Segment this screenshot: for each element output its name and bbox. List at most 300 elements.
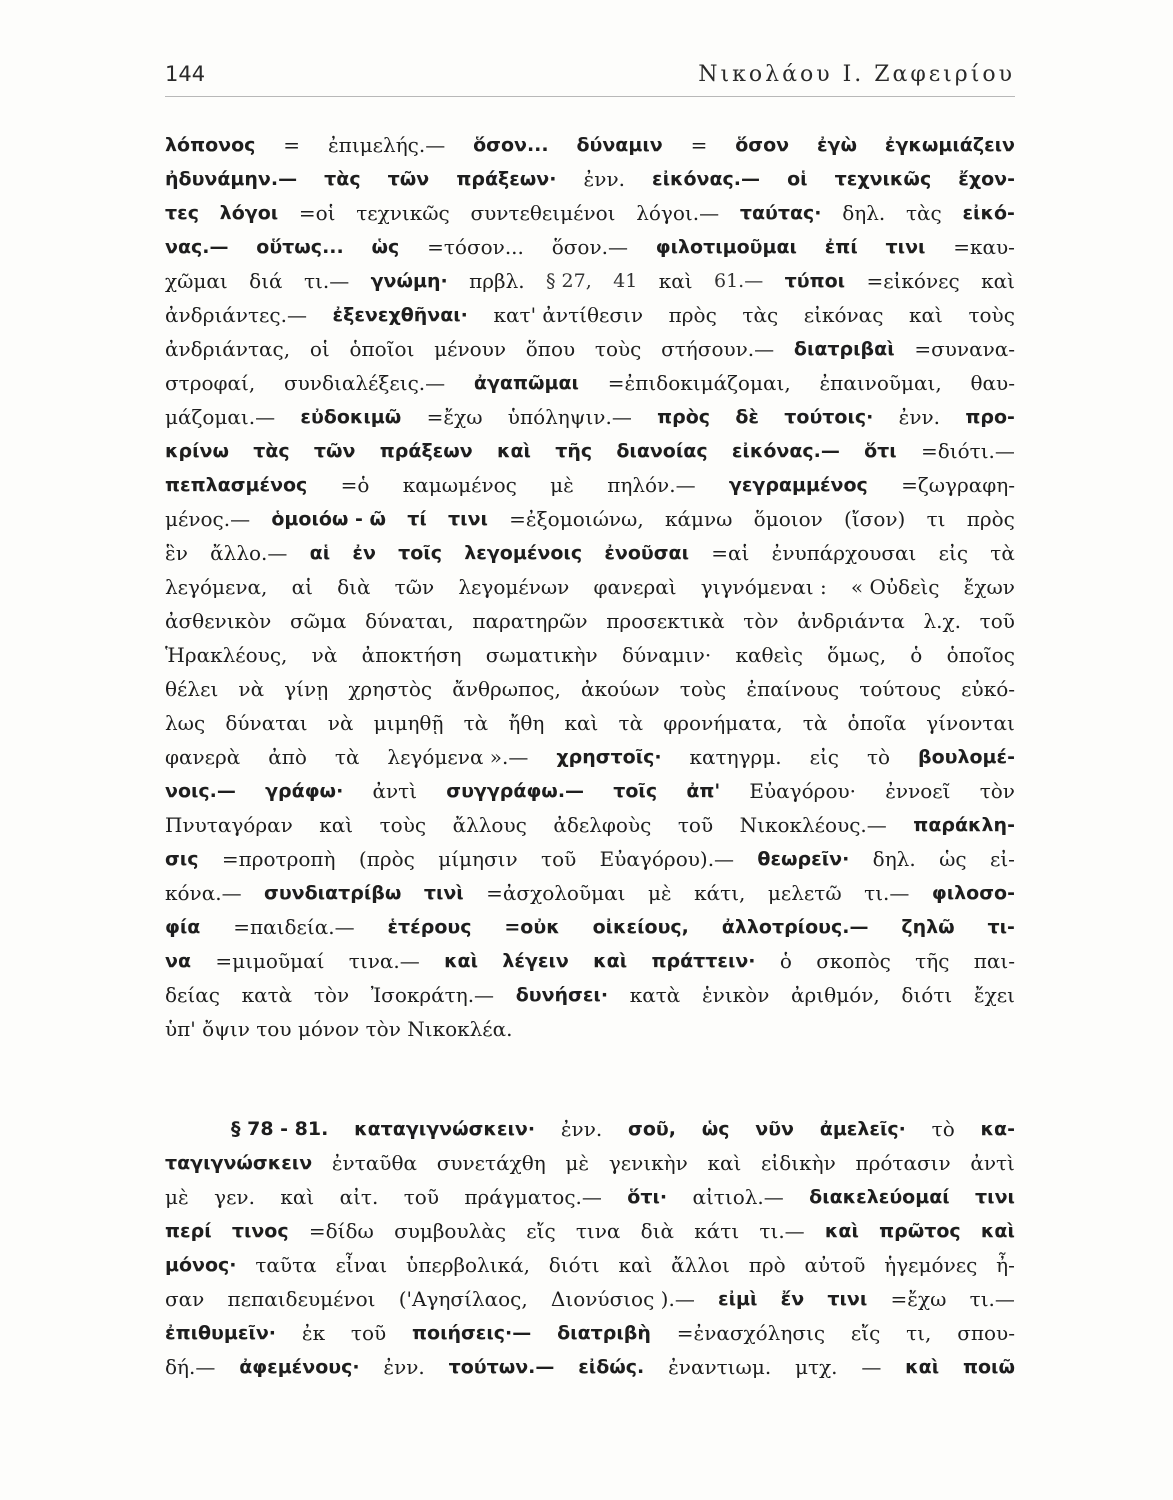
text-word: ὡς — [939, 847, 967, 871]
text-line — [165, 1146, 1015, 1180]
text-word: § 27, — [546, 270, 592, 292]
bold-term: τινι — [827, 1288, 868, 1310]
text-word: Πνυταγόραν — [165, 813, 293, 837]
text-word: ὅσον.— — [551, 235, 628, 259]
text-word: ὁποῖα — [847, 711, 907, 735]
bold-term: οἰκείους, — [592, 916, 689, 938]
bold-term: καὶ — [496, 440, 531, 462]
bold-term: διακελεύομαί — [809, 1186, 950, 1208]
bold-term: τὰς — [324, 168, 361, 190]
text-word: ἄλλοι — [671, 1253, 730, 1277]
text-word: πρβλ. — [469, 269, 525, 293]
bold-term: τούτοις· — [784, 406, 874, 428]
text-word: διότι — [548, 1253, 600, 1277]
text-word: ὑπόληψιν.— — [507, 405, 632, 429]
bold-term: ἐν — [352, 542, 376, 564]
bold-term: ἐπιθυμεῖν· — [165, 1322, 277, 1344]
text-word: ἐπιμελής.— — [327, 133, 446, 157]
text-word: συντεθειμένοι — [470, 201, 616, 225]
text-word: τι, — [906, 1321, 932, 1345]
text-word: τοῦ — [677, 813, 714, 837]
page-number: 144 — [165, 62, 206, 86]
text-word: φανερὰ — [165, 745, 241, 769]
text-line — [165, 638, 1015, 672]
text-word: μὲ — [550, 473, 574, 497]
text-word: εἰκόνας — [803, 303, 884, 327]
bold-term: τῆς — [555, 440, 593, 462]
text-word: καὶ — [981, 269, 1015, 293]
bold-term: ἐξενεχθῆναι· — [332, 304, 468, 326]
text-word: ταῦτα — [255, 1253, 317, 1277]
bold-term: εὐδοκιμῶ — [300, 406, 402, 428]
text-line — [165, 196, 1015, 230]
text-word: =ἐπιδοκιμάζομαι, — [607, 371, 791, 395]
bold-term: εἰκό- — [962, 202, 1015, 224]
text-word: ἐπαίνους — [746, 677, 840, 701]
text-word: δηλ. — [872, 847, 916, 871]
text-word: τι — [926, 507, 946, 531]
text-word: διά — [249, 269, 283, 293]
text-word: συνετάχθη — [436, 1151, 546, 1175]
text-word: ἐνυπάρχουσαι — [771, 541, 917, 565]
bold-term: θεωρεῖν· — [757, 848, 850, 870]
text-line — [165, 298, 1015, 332]
text-line — [165, 162, 1015, 196]
bold-term: εἰκόνας.— — [652, 168, 761, 190]
text-word: συνδιαλέξεις.— — [283, 371, 446, 395]
text-word: ἐνταῦθα — [331, 1151, 417, 1175]
text-word: θαυ- — [970, 371, 1015, 395]
bold-term: φιλοτιμοῦμαι — [655, 236, 797, 258]
bold-term: τινι — [975, 1186, 1015, 1208]
text-word: καθεὶς — [735, 643, 803, 667]
bold-term: ταγιγνώσκειν — [165, 1152, 313, 1174]
text-word: σαν — [165, 1287, 205, 1311]
text-word: τὰ — [618, 711, 644, 735]
text-word: μιμηθῇ — [373, 711, 444, 735]
text-word: ἀσθενικὸν — [165, 609, 272, 633]
text-word: διότι — [901, 983, 953, 1007]
text-word: δή.— — [165, 1355, 216, 1379]
text-word: ὁ — [779, 949, 792, 973]
text-word: λ.χ. — [923, 609, 961, 633]
bold-term: ἐνοῦσαι — [604, 542, 689, 564]
bold-term: οὕτως... — [256, 236, 344, 258]
text-word: κάτι, — [694, 881, 746, 905]
bold-term: πράττειν· — [651, 950, 756, 972]
text-word: καὶ — [707, 1151, 742, 1175]
text-word: =μιμοῦμαί — [215, 949, 325, 973]
bold-term: ὡς — [701, 1118, 730, 1140]
text-word: καὶ — [319, 813, 354, 837]
bold-term: τούτων.— — [448, 1356, 555, 1378]
text-word: ὁποῖος — [946, 643, 1015, 667]
bold-term: τινὶ — [423, 882, 464, 904]
bold-term: ἑτέρους — [387, 916, 472, 938]
text-word: ἀποκτήση — [361, 643, 462, 667]
text-word: πρὸ — [748, 1253, 786, 1277]
text-line — [165, 944, 1015, 978]
paragraph-2 — [165, 1112, 1015, 1384]
text-word: δύναται — [225, 711, 308, 735]
bold-term: ὅσον... — [473, 134, 549, 156]
text-word: μὲ — [565, 1151, 590, 1175]
bold-term: πρῶτος — [879, 1220, 961, 1242]
text-word: τὰ — [990, 541, 1015, 565]
text-word: μτχ. — [795, 1355, 838, 1379]
text-word: τὰ — [463, 711, 489, 735]
bold-term: καὶ — [980, 1220, 1015, 1242]
text-word: λεγόμενα, — [165, 575, 268, 599]
text-word: εἶναι — [335, 1253, 388, 1277]
text-word: =διότι.— — [920, 439, 1015, 463]
text-word: τι.— — [969, 1287, 1015, 1311]
text-line — [165, 1112, 1015, 1146]
text-word: ἐνν. — [583, 167, 625, 191]
bold-term: πράξεων· — [456, 168, 557, 190]
text-word: λόγοι.— — [636, 201, 720, 225]
text-line — [165, 604, 1015, 638]
text-word: ἀκούων — [580, 677, 660, 701]
text-word: (ἴσον) — [844, 507, 906, 531]
bold-term: τινι — [448, 508, 488, 530]
text-word: =ὁ — [340, 473, 370, 497]
page-header — [165, 62, 1015, 97]
bold-term: λόγοι — [219, 202, 279, 224]
bold-term: ποιῶ — [962, 1356, 1015, 1378]
text-word: χρηστὸς — [348, 677, 433, 701]
text-word: νὰ — [238, 677, 265, 701]
text-word: ἑνικὸν — [701, 983, 770, 1007]
text-word: τοῦ — [979, 609, 1015, 633]
text-word: ἀνδριάντας, — [165, 337, 291, 361]
text-line — [165, 1350, 1015, 1384]
text-word: τοῦ — [350, 1321, 387, 1345]
text-word: « Οὐδεὶς — [850, 575, 940, 599]
text-line — [165, 264, 1015, 298]
text-word: τῶν — [394, 575, 435, 599]
text-word: τινα.— — [348, 949, 420, 973]
text-word: τοῦ — [403, 1185, 439, 1209]
text-word: στροφαί, — [165, 371, 256, 395]
text-word: =δίδω — [308, 1219, 374, 1243]
bold-term: τεχνικῶς — [834, 168, 932, 190]
bold-term: ἠδυνάμην.— — [165, 168, 298, 190]
text-word: — — [861, 1355, 882, 1379]
text-word: πρὸς — [966, 507, 1015, 531]
text-word: τῆς — [915, 949, 950, 973]
bold-term: σοῦ, — [628, 1118, 676, 1140]
text-word: ἐκ — [301, 1321, 326, 1345]
bold-term: =οὐκ — [504, 916, 560, 938]
text-word: στήσουν.— — [661, 337, 775, 361]
bold-term: τι- — [987, 916, 1015, 938]
text-line — [165, 740, 1015, 774]
text-line — [165, 672, 1015, 706]
bold-term: ἀμελεῖς· — [819, 1118, 906, 1140]
text-word: τεχνικῶς — [356, 201, 450, 225]
text-word: Εὐαγόρου· — [749, 779, 856, 803]
text-word: ἀντὶ — [372, 779, 418, 803]
text-word: καὶ — [908, 303, 943, 327]
text-line — [165, 366, 1015, 400]
text-word: αὐτοῦ — [804, 1253, 866, 1277]
text-word: εἰδικὴν — [761, 1151, 836, 1175]
text-line — [165, 1012, 1015, 1046]
bold-term: νας.— — [165, 236, 229, 258]
bold-term: ὡς — [371, 236, 400, 258]
text-word: μένος.— — [165, 507, 251, 531]
text-word: αἰτιολ.— — [692, 1185, 784, 1209]
bold-term: πρὸς — [657, 406, 711, 428]
text-word: καὶ — [618, 1253, 653, 1277]
bold-term: αἱ — [309, 542, 331, 564]
text-word: κατὰ — [629, 983, 681, 1007]
text-word: πράγματος.— — [464, 1185, 602, 1209]
text-word: ὅπου — [525, 337, 576, 361]
bold-term: σις — [165, 848, 199, 870]
text-word: γιγνόμεναι : — [700, 575, 827, 599]
bold-term: ἀλλοτρίους.— — [721, 916, 869, 938]
text-line — [165, 910, 1015, 944]
bold-term: ζηλῶ — [901, 916, 955, 938]
text-word: 41 — [613, 270, 638, 292]
text-word: γίνονται — [926, 711, 1015, 735]
bold-term: τί — [407, 508, 427, 530]
text-word: μένουν — [434, 337, 507, 361]
text-word: κατηγρμ. — [689, 745, 782, 769]
bold-term: καὶ — [905, 1356, 940, 1378]
text-word: 61.— — [714, 270, 764, 292]
text-word: ἐπαινοῦμαι, — [819, 371, 942, 395]
bold-term: να — [165, 950, 191, 972]
text-word: ἄνθρωπος, — [452, 677, 561, 701]
bold-term: τινος — [231, 1220, 289, 1242]
text-word: τὰ — [334, 745, 360, 769]
bold-term: ἀγαπῶμαι — [473, 372, 579, 394]
text-word: γεν. — [214, 1185, 255, 1209]
text-word: λως — [165, 711, 206, 735]
bold-term: νοις.— — [165, 780, 236, 802]
bold-term: ἔχον- — [958, 168, 1015, 190]
bold-term: τύποι — [784, 270, 846, 292]
text-word: φανεραὶ — [593, 575, 677, 599]
text-word: αἰτ. — [339, 1185, 379, 1209]
text-line — [165, 774, 1015, 808]
text-word: μάζομαι.— — [165, 405, 276, 429]
bold-term: δὲ — [735, 406, 759, 428]
text-word: διὰ — [640, 1219, 675, 1243]
bold-term: ἀφεμένους· — [239, 1356, 360, 1378]
text-word: θέλει — [165, 677, 219, 701]
bold-term: πεπλασμένος — [165, 474, 308, 496]
text-line — [165, 230, 1015, 264]
text-word: ὑπερβολικά, — [406, 1253, 530, 1277]
text-word: λεγομένων — [458, 575, 570, 599]
bold-term: εἰκόνας.— — [731, 440, 840, 462]
text-word: =ἐνασχόλησις — [676, 1321, 826, 1345]
text-line — [165, 128, 1015, 162]
bold-term: μόνος· — [165, 1254, 237, 1276]
text-word: = — [690, 133, 708, 157]
text-word: εἰ- — [989, 847, 1015, 871]
text-word: φρονήματα, — [663, 711, 783, 735]
bold-term: ἐγὼ — [816, 134, 857, 156]
text-word: πεπαιδευμένοι — [227, 1287, 376, 1311]
bold-term: τινι — [885, 236, 926, 258]
text-word: δύναμιν· — [621, 643, 712, 667]
text-word: ἡγεμόνες — [884, 1253, 978, 1277]
text-word: =οἱ — [298, 201, 336, 225]
text-word: οἱ — [309, 337, 330, 361]
text-word: τοὺς — [679, 677, 727, 701]
bold-term: φιλοσο- — [931, 882, 1015, 904]
text-word: τούτους — [859, 677, 942, 701]
bold-term: ὅτι — [864, 440, 897, 462]
text-word: =ἀσχολοῦμαι — [486, 881, 626, 905]
bold-term: λόπονος — [165, 134, 256, 156]
text-word: κατ' ἀντίθεσιν — [493, 303, 644, 327]
bold-term: γράφω· — [265, 780, 344, 802]
text-line — [165, 468, 1015, 502]
text-word: =εἰκόνες — [866, 269, 960, 293]
text-word: ('Αγησίλαος, — [398, 1287, 528, 1311]
text-word: ἀδελφοὺς — [553, 813, 652, 837]
text-word: καὶ — [280, 1185, 315, 1209]
text-word: ἔχων — [963, 575, 1015, 599]
text-word: χῶμαι — [165, 269, 228, 293]
text-word: ἄλλους — [452, 813, 527, 837]
text-word: Ἰσοκράτη.— — [370, 983, 495, 1007]
text-word: =συνανα- — [914, 337, 1015, 361]
text-word: πρὸς — [668, 303, 717, 327]
paragraph-1 — [165, 128, 1015, 1046]
text-line — [165, 1248, 1015, 1282]
text-line — [165, 570, 1015, 604]
text-word: καμωμένος — [402, 473, 517, 497]
text-word: εἴς — [850, 1321, 881, 1345]
text-word: πρότασιν — [855, 1151, 951, 1175]
text-word: ἐνν. — [898, 405, 941, 429]
text-word: συμβουλὰς — [394, 1219, 507, 1243]
text-line — [165, 706, 1015, 740]
bold-term: συγγράφω.— — [446, 780, 585, 802]
text-word: ἦ- — [996, 1253, 1015, 1277]
bold-term: ἀπ' — [686, 780, 721, 802]
bold-term: βουλομέ- — [917, 746, 1015, 768]
bold-term: κα- — [980, 1118, 1015, 1140]
text-word: ὅμοιον — [753, 507, 823, 531]
text-word: ἀνδριάντες.— — [165, 303, 307, 327]
text-line — [165, 332, 1015, 366]
text-word: μὲ — [647, 881, 672, 905]
bold-term: τοῖς — [613, 780, 658, 802]
text-word: μελετῶ — [767, 881, 842, 905]
text-word: =ζωγραφη- — [901, 473, 1015, 497]
bold-term: ἐγκωμιάζειν — [884, 134, 1015, 156]
text-word: τινα — [575, 1219, 621, 1243]
bold-term: λέγειν — [502, 950, 569, 972]
text-word: ἄλλο.— — [210, 541, 288, 565]
bold-term: καταγιγνώσκειν· — [354, 1118, 536, 1140]
text-word: =ἔχω — [426, 405, 483, 429]
bold-term: ὅτι· — [627, 1186, 668, 1208]
bold-term: συνδιατρίβω — [264, 882, 402, 904]
bold-term: ἔν — [780, 1288, 805, 1310]
bold-term: εἰμὶ — [718, 1288, 758, 1310]
text-word: Ἡρακλέους, — [165, 643, 288, 667]
text-word: τὸν — [979, 779, 1015, 803]
text-word: νὰ — [327, 711, 354, 735]
text-word: Νικοκλέους.— — [739, 813, 887, 837]
bold-term: ὁμοιόω - ῶ — [271, 508, 387, 530]
bold-term: φία — [165, 916, 201, 938]
text-word: ἀντὶ — [970, 1151, 1015, 1175]
text-line — [165, 1214, 1015, 1248]
bold-term: προ- — [965, 406, 1015, 428]
text-word: σῶμα — [289, 609, 347, 633]
text-word: = — [283, 133, 301, 157]
text-word: ἀριθμόν, — [791, 983, 880, 1007]
text-word: μὲ — [165, 1185, 189, 1209]
text-word: κάμνω — [664, 507, 733, 531]
text-word: κόνα.— — [165, 881, 242, 905]
text-word: Εὐαγόρου).— — [599, 847, 735, 871]
text-word: δηλ. — [842, 201, 886, 225]
text-word: ἐνν. — [383, 1355, 425, 1379]
running-title: Νικολάου Ι. Ζαφειρίου — [698, 62, 1015, 87]
text-word: τὸν — [313, 983, 350, 1007]
text-word: ἀπὸ — [268, 745, 307, 769]
text-word: τὰς — [905, 201, 942, 225]
text-line — [165, 842, 1015, 876]
text-word: εἰς — [809, 745, 839, 769]
text-line — [165, 434, 1015, 468]
text-word: τὸ — [931, 1117, 955, 1141]
text-word: τὸ — [866, 745, 891, 769]
text-word: =ἔχω — [890, 1287, 947, 1311]
bold-term: χρηστοῖς· — [556, 746, 662, 768]
text-word: ἤθη — [508, 711, 545, 735]
bold-term: διανοίας — [616, 440, 708, 462]
text-word: ὁ — [910, 643, 923, 667]
bold-term: τὰς — [253, 440, 290, 462]
text-word: ἀνδριάντα — [797, 609, 905, 633]
bold-term: ὅσον — [735, 134, 790, 156]
text-line — [165, 1180, 1015, 1214]
text-word: =τόσον... — [427, 235, 524, 259]
bold-term: γνώμη· — [370, 270, 448, 292]
bold-term: τῶν — [313, 440, 356, 462]
text-word: ἐνν. — [560, 1117, 603, 1141]
text-word: τοῦ — [541, 847, 577, 871]
text-word: Διονύσιος ).— — [550, 1287, 695, 1311]
text-line — [165, 400, 1015, 434]
text-line — [165, 978, 1015, 1012]
text-word: ἓν — [165, 541, 188, 565]
text-word: ἐναντιωμ. — [668, 1355, 772, 1379]
bold-term: ἐπί — [824, 236, 858, 258]
bold-term: καὶ — [824, 1220, 859, 1242]
text-word: δύναται, — [365, 609, 454, 633]
text-word: μίμησιν — [438, 847, 518, 871]
bold-term: δύναμιν — [576, 134, 663, 156]
text-word: ἔχει — [973, 983, 1015, 1007]
text-word: δείας — [165, 983, 220, 1007]
text-word: τοὺς — [379, 813, 427, 837]
bold-term: λεγομένοις — [464, 542, 583, 564]
text-word: τὰς — [742, 303, 779, 327]
